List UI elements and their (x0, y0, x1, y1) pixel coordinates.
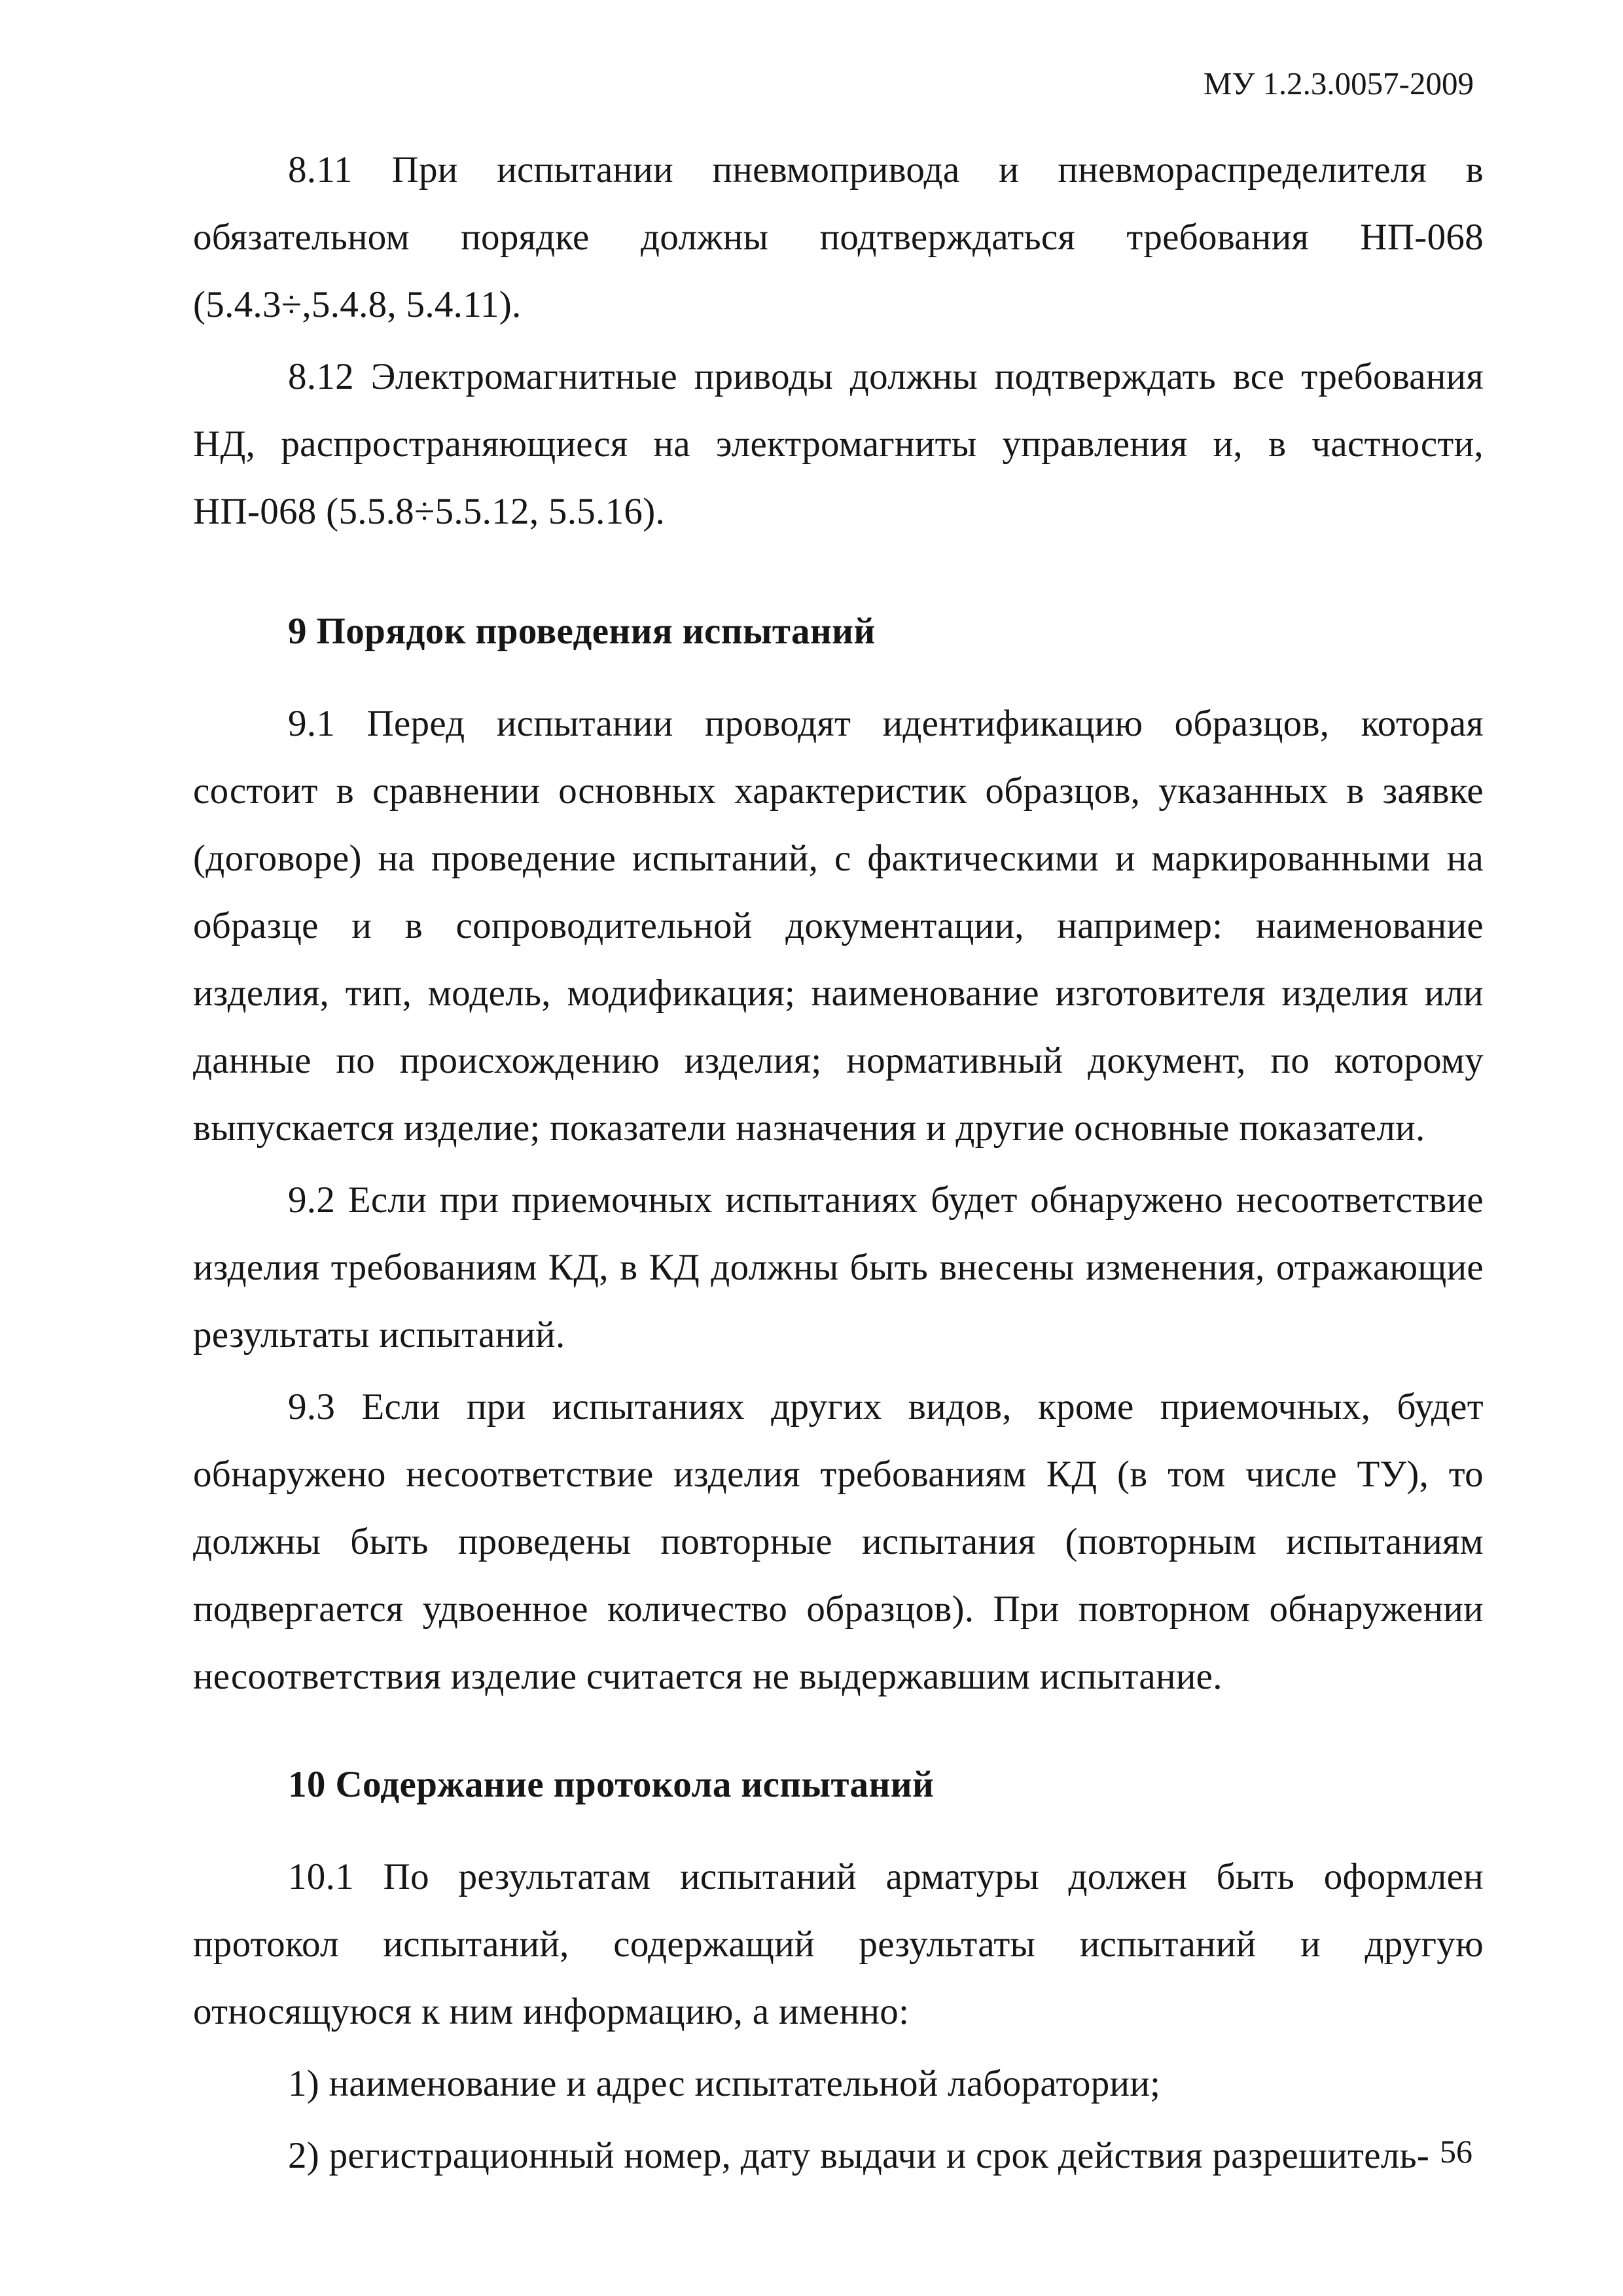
list-item-1: 1) наименование и адрес испытательной лаборатории; (288, 2063, 1161, 2104)
page-number: 56 (1440, 2133, 1472, 2170)
list-item-2: 2) регистрационный номер, дату выдачи и срок действия разрешитель- (288, 2135, 1430, 2176)
paragraph-9-2: 9.2 Если при приемочных испытаниях будет обнаружено несоответствие изделия требованиям КД, в КД должны быть внесены изменения, отражающие результаты испытаний. (193, 1179, 1484, 1355)
document-code: МУ 1.2.3.0057-2009 (1203, 65, 1474, 101)
paragraph-8-12: 8.12 Электромагнитные приводы должны подтверждать все требования НД, распространяющиеся на электромагниты управления и, в частности, НП-068 (5.5.8÷5.5.12, 5.5.16). (193, 356, 1484, 532)
page-body (193, 136, 1484, 2189)
section-9-title: 9 Порядок проведения испытаний (288, 611, 876, 652)
section-10-title: 10 Содержание протокола испытаний (288, 1764, 935, 1805)
paragraph-10-1: 10.1 По результатам испытаний арматуры должен быть оформлен протокол испытаний, содержащий результаты испытаний и другую относящуюся к ним информацию, а именно: (193, 1856, 1484, 2032)
paragraph-9-1: 9.1 Перед испытании проводят идентификацию образцов, которая состоит в сравнении основных характеристик образцов, указанных в заявке (договоре) на проведение испытаний, с фактическими и маркированными на образце и в сопроводительной документации, например: наименование изделия, тип, модель, модификация; наименование изготовителя изделия или данные по происхождению изделия; нормативный документ, по которому выпускается изделие; показатели назначения и другие основные показатели. (193, 703, 1484, 1149)
paragraph-8-11: 8.11 При испытании пневмопривода и пневмораспределителя в обязательном порядке должны подтверждаться требования НП-068 (5.4.3÷,5.4.8, 5.4.11). (193, 149, 1484, 325)
paragraph-9-3: 9.3 Если при испытаниях других видов, кроме приемочных, будет обнаружено несоответствие изделия требованиям КД (в том числе ТУ), то должны быть проведены повторные испытания (повторным испытаниям подвергается удвоенное количество образцов). При повторном обнаружении несоответствия изделие считается не выдержавшим испытание. (193, 1386, 1484, 1697)
